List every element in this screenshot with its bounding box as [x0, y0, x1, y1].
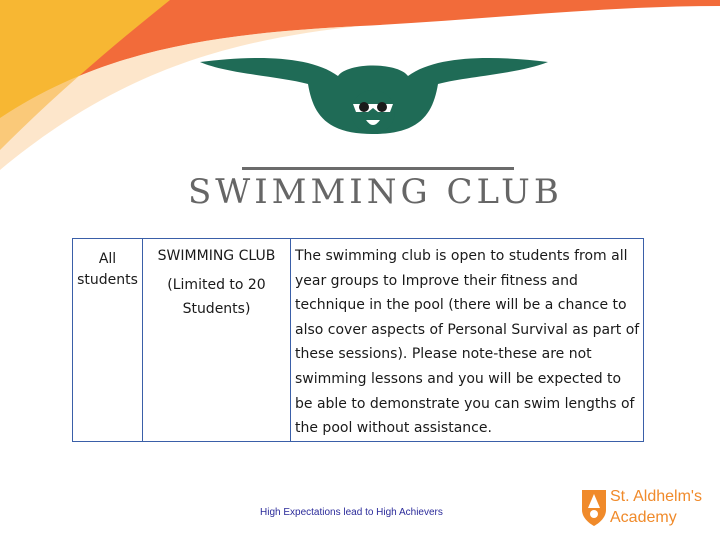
- club-name: SWIMMING CLUB: [157, 248, 276, 264]
- swimmer-icon: [188, 54, 558, 140]
- description-cell: [291, 239, 644, 442]
- academy-name: [610, 486, 702, 528]
- footer-tagline: High Expectations lead to High Achievers: [260, 507, 443, 518]
- audience-line1: All: [98, 251, 117, 267]
- club-name-cell: [143, 239, 291, 442]
- club-description: The swimming club is open to students from all year groups to Improve their fitness and technique in the pool (there will be a chance to also cover aspects of Personal Survival as part of these sessions). Please note-these are not swimming lessons and you will be expected to be able to demonstrate you can swim lengths of the pool without assistance.: [295, 248, 640, 437]
- club-limit: (Limited to 20 Students): [167, 277, 266, 317]
- club-logo-text: SWIMMING CLUB: [188, 172, 563, 212]
- academy-name-line2: Academy: [610, 509, 677, 526]
- audience-line2: students: [77, 272, 138, 288]
- academy-emblem-icon: [578, 486, 610, 528]
- table-row: [73, 239, 644, 442]
- logo-rule: [242, 167, 514, 170]
- audience-cell: [73, 239, 143, 442]
- academy-name-line1: St. Aldhelm's: [610, 488, 702, 505]
- academy-logo: [578, 486, 718, 530]
- club-info-table: [72, 238, 644, 442]
